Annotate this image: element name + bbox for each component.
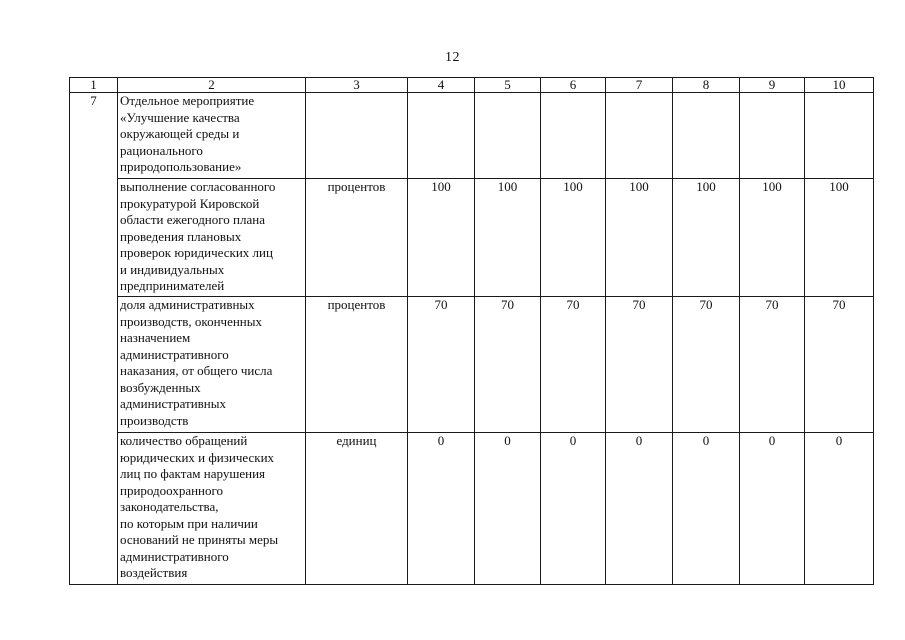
value-cell: 70 (475, 297, 541, 433)
text-line: юридических и физических (120, 449, 275, 465)
value-cell: 0 (740, 433, 805, 585)
page-number: 12 (445, 50, 460, 65)
value-cell: 100 (805, 179, 874, 297)
empty-cell (408, 93, 475, 179)
text-line: воздействия (120, 565, 188, 580)
value-cell: 100 (606, 179, 673, 297)
text-line: лиц по фактам нарушения (120, 466, 266, 481)
text-line: административного (120, 346, 229, 362)
text-line: по которым при наличии (120, 515, 258, 531)
header-cell: 10 (805, 78, 874, 93)
measure-title (118, 93, 306, 179)
text-line: административного (120, 548, 229, 564)
header-row (70, 78, 874, 93)
value-cell: 0 (805, 433, 874, 585)
value-cell: 70 (805, 297, 874, 433)
value-cell: 70 (740, 297, 805, 433)
header-cell: 5 (475, 78, 541, 93)
text-line: предпринимателей (120, 278, 225, 293)
indicator-name (118, 297, 306, 433)
value-cell: 100 (740, 179, 805, 297)
header-cell: 4 (408, 78, 475, 93)
value-cell: 70 (606, 297, 673, 433)
text-line: административных (120, 396, 226, 411)
text-line: проведения плановых (120, 228, 242, 244)
text-line: назначением (120, 330, 191, 345)
text-line: наказания, от общего числа (120, 363, 273, 378)
text-line: производств, оконченных (120, 313, 262, 329)
text-line: производств (120, 412, 189, 428)
value-cell: 100 (408, 179, 475, 297)
text-line: области ежегодного плана (120, 212, 265, 227)
header-cell: 3 (306, 78, 408, 93)
value-cell: 0 (408, 433, 475, 585)
text-line: Отдельное мероприятие (120, 93, 255, 108)
text-line: прокуратурой Кировской (120, 195, 260, 211)
unit-cell: процентов (306, 179, 408, 297)
unit-cell: процентов (306, 297, 408, 433)
text-line: рационального (120, 142, 203, 158)
value-cell: 70 (408, 297, 475, 433)
indicator-name (118, 433, 306, 585)
table-row (70, 433, 874, 585)
empty-cell (306, 93, 408, 179)
indicators-table (69, 77, 874, 585)
empty-cell (673, 93, 740, 179)
value-cell: 0 (475, 433, 541, 585)
table-row (70, 179, 874, 297)
header-cell: 1 (70, 78, 118, 93)
text-line: законодательства, (120, 499, 219, 514)
value-cell: 100 (541, 179, 606, 297)
table-row (70, 93, 874, 179)
empty-cell (740, 93, 805, 179)
text-line: оснований не приняты меры (120, 532, 279, 547)
value-cell: 0 (606, 433, 673, 585)
value-cell: 0 (541, 433, 606, 585)
header-cell: 7 (606, 78, 673, 93)
row-number: 7 (70, 93, 118, 585)
text-line: проверок юридических лиц (120, 245, 273, 260)
empty-cell (805, 93, 874, 179)
header-cell: 9 (740, 78, 805, 93)
indicator-name (118, 179, 306, 297)
header-cell: 2 (118, 78, 306, 93)
text-line: доля административных (120, 297, 255, 312)
empty-cell (541, 93, 606, 179)
table-row (70, 297, 874, 433)
text-line: природопользование» (120, 159, 242, 174)
value-cell: 70 (541, 297, 606, 433)
text-line: количество обращений (120, 433, 248, 448)
text-line: и индивидуальных (120, 261, 225, 277)
text-line: природоохранного (120, 482, 224, 498)
unit-cell: единиц (306, 433, 408, 585)
text-line: выполнение согласованного (120, 179, 276, 194)
header-cell: 8 (673, 78, 740, 93)
text-line: возбужденных (120, 379, 201, 395)
header-cell: 6 (541, 78, 606, 93)
value-cell: 100 (475, 179, 541, 297)
empty-cell (606, 93, 673, 179)
value-cell: 70 (673, 297, 740, 433)
value-cell: 0 (673, 433, 740, 585)
text-line: «Улучшение качества (120, 109, 240, 125)
value-cell: 100 (673, 179, 740, 297)
empty-cell (475, 93, 541, 179)
text-line: окружающей среды и (120, 126, 240, 141)
